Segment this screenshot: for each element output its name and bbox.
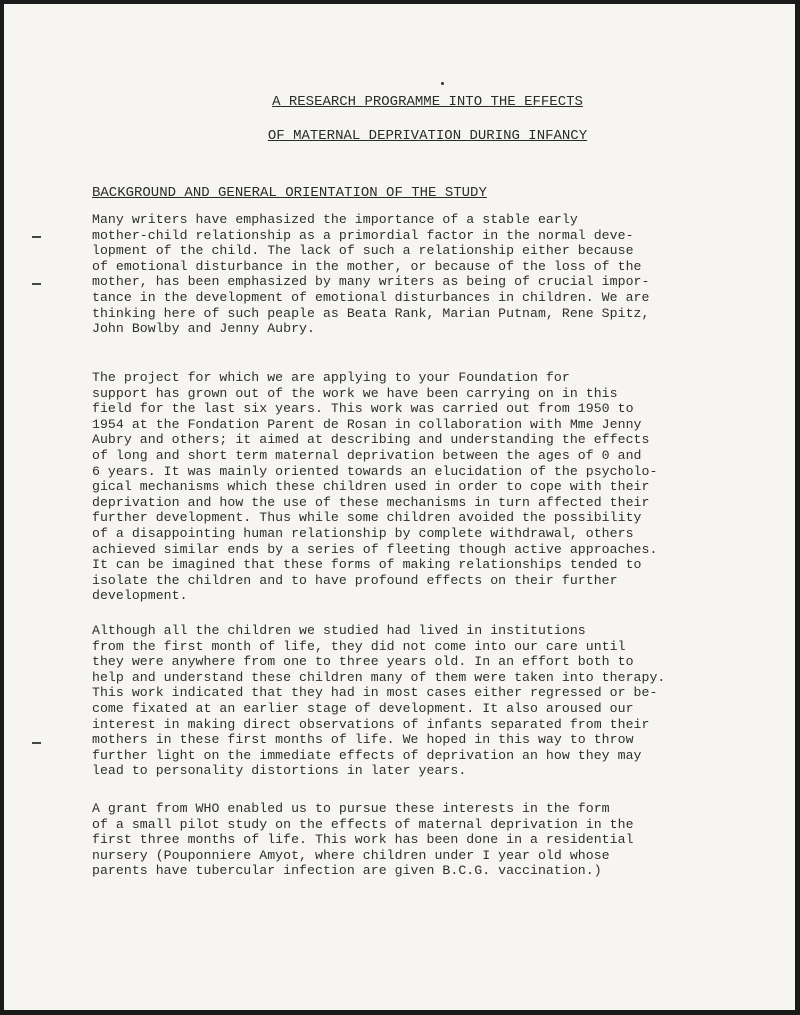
document-page	[4, 4, 795, 1010]
document-title-line-2: OF MATERNAL DEPRIVATION DURING INFANCY	[267, 128, 588, 144]
section-heading: BACKGROUND AND GENERAL ORIENTATION OF THE STUDY	[92, 185, 487, 201]
ink-dot	[441, 82, 444, 85]
margin-mark	[32, 283, 41, 285]
paragraph-1: Many writers have emphasized the importance of a stable early mother-child relationship as a primordial factor in the normal deve- lopment of the child. The lack of such a relationship either because of emotional disturbance in the mother, or because of the loss of the mother, has been emphasized by many writers as being of crucial impor- tance in the development of emotional disturbances in children. We are thinking here of such peaple as Beata Rank, Marian Putnam, Rene Spitz, John Bowlby and Jenny Aubry.	[92, 212, 650, 337]
margin-mark	[32, 236, 41, 238]
paragraph-2: The project for which we are applying to your Foundation for support has grown out of the work we have been carrying on in this field for the last six years. This work was carried out from 1950 to 1954 at the Fondation Parent de Rosan in collaboration with Mme Jenny Aubry and others; it aimed at describing and understanding the effects of long and short term maternal deprivation between the ages of 0 and 6 years. It was mainly oriented towards an elucidation of the psycholo- gical mechanisms which these children used in order to cope with their deprivation and how the use of these mechanisms in turn affected their further development. Thus while some children avoided the possibility of a disappointing human relationship by complete withdrawal, others achieved similar ends by a series of fleeting though active approaches. It can be imagined that these forms of making relationships tended to isolate the children and to have profound effects on their further development.	[92, 370, 658, 604]
paragraph-3: Although all the children we studied had lived in institutions from the first month of life, they did not come into our care until they were anywhere from one to three years old. In an effort both to help and understand these children many of them were taken into therapy. This work indicated that they had in most cases either regressed or be- come fixated at an earlier stage of development. It also aroused our interest in making direct observations of infants separated from their mothers in these first months of life. We hoped in this way to throw further light on the immediate effects of deprivation an how they may lead to personality distortions in later years.	[92, 623, 666, 779]
paragraph-4: A grant from WHO enabled us to pursue these interests in the form of a small pilot study on the effects of maternal deprivation in the first three months of life. This work has been done in a residential nursery (Pouponniere Amyot, where children under I year old whose parents have tubercular infection are given B.C.G. vaccination.)	[92, 801, 634, 879]
margin-mark	[32, 742, 41, 744]
document-title-line-1: A RESEARCH PROGRAMME INTO THE EFFECTS	[272, 94, 583, 110]
